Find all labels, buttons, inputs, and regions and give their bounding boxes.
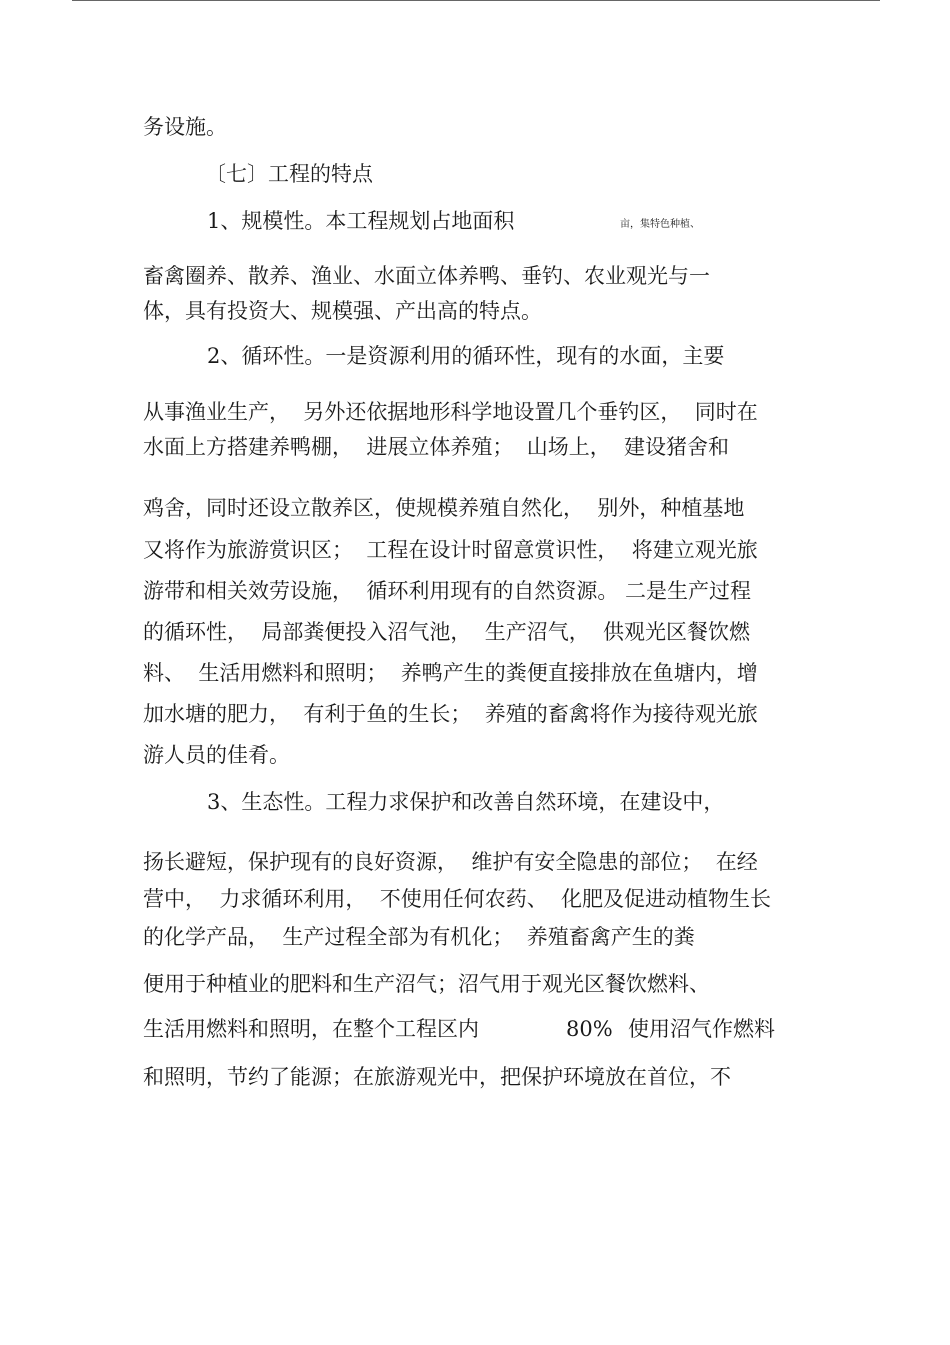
text-line-22: 和照明，节约了能源；在旅游观光中，把保护环境放在首位，不: [143, 1065, 731, 1089]
text-line-21: 生活用燃料和照明，在整个工程区内: [143, 1017, 479, 1041]
percent-value: 80%: [566, 1017, 613, 1041]
text-line-21-tail: 使用沼气作燃料: [628, 1017, 775, 1041]
text-line-3: 1、规模性。本工程规划占地面积: [207, 209, 515, 233]
text-line-12: 的循环性， 局部粪便投入沼气池， 生产沼气， 供观光区餐饮燃: [143, 620, 751, 644]
text-line-1: 务设施。: [143, 115, 227, 139]
text-line-19: 的化学产品， 生产过程全部为有机化； 养殖畜禽产生的粪: [143, 925, 695, 949]
section-heading: 〔七〕工程的特点: [205, 162, 373, 186]
text-line-17: 扬长避短，保护现有的良好资源， 维护有安全隐患的部位； 在经: [143, 850, 758, 874]
text-line-3-small: 亩，集特色种植、: [620, 219, 700, 230]
text-line-7: 从事渔业生产， 另外还依据地形科学地设置几个垂钓区， 同时在: [143, 400, 758, 424]
text-line-10: 又将作为旅游赏识区； 工程在设计时留意赏识性， 将建立观光旅: [143, 538, 758, 562]
text-line-8: 水面上方搭建养鸭棚， 进展立体养殖； 山场上， 建设猪舍和: [143, 435, 730, 459]
text-line-4: 畜禽圈养、散养、渔业、水面立体养鸭、垂钓、农业观光与一: [143, 264, 710, 288]
text-line-18: 营中， 力求循环利用， 不使用任何农药、 化肥及促进动植物生长: [143, 887, 772, 911]
text-line-16: 3、生态性。工程力求保护和改善自然环境，在建设中，: [207, 790, 725, 814]
text-line-5: 体，具有投资大、规模强、产出高的特点。: [143, 299, 542, 323]
text-line-20: 便用于种植业的肥料和生产沼气；沼气用于观光区餐饮燃料、: [143, 972, 710, 996]
text-line-13: 料、 生活用燃料和照明； 养鸭产生的粪便直接排放在鱼塘内，增: [143, 661, 758, 685]
text-line-9: 鸡舍，同时还设立散养区，使规模养殖自然化， 别外，种植基地: [143, 496, 745, 520]
header-rule: [72, 0, 880, 1]
text-line-15: 游人员的佳肴。: [143, 743, 290, 767]
text-line-14: 加水塘的肥力， 有利于鱼的生长； 养殖的畜禽将作为接待观光旅: [143, 702, 758, 726]
text-line-6: 2、循环性。一是资源利用的循环性，现有的水面，主要: [207, 344, 725, 368]
text-line-11: 游带和相关效劳设施， 循环利用现有的自然资源。 二是生产过程: [143, 579, 752, 603]
